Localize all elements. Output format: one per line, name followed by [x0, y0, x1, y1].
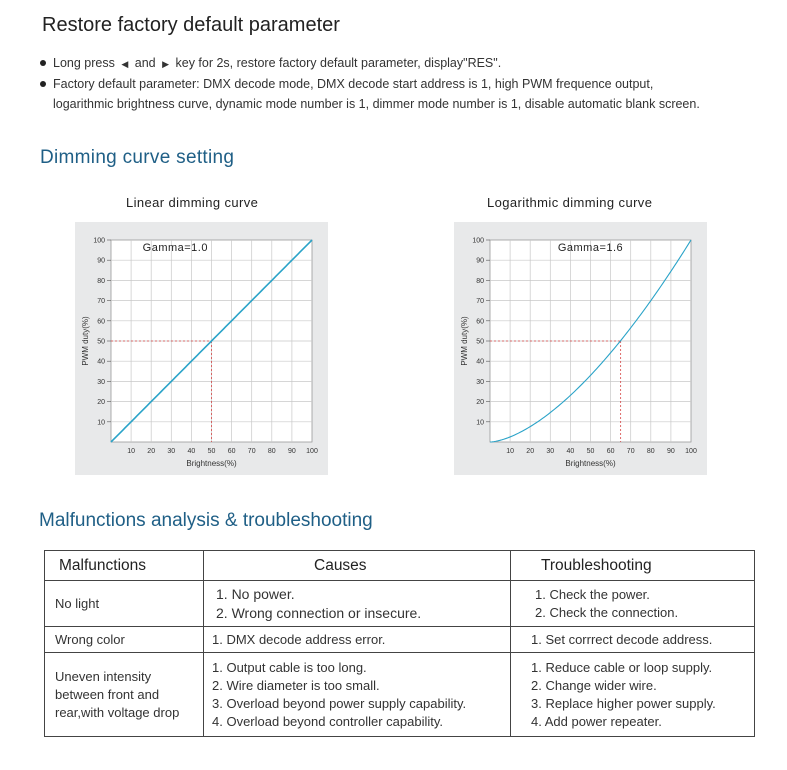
- cause-line: 2. Wrong connection or insecure.: [216, 604, 422, 621]
- x-tick-label: 60: [606, 448, 615, 455]
- log-chart-title: Logarithmic dimming curve: [487, 195, 653, 210]
- malfunction-line: Uneven intensity: [55, 668, 152, 684]
- malfunction-line: between front and: [55, 686, 160, 702]
- x-tick-label: 20: [526, 448, 535, 455]
- x-tick-label: 50: [586, 448, 595, 455]
- malfunction-line: rear,with voltage drop: [55, 704, 180, 720]
- table-row: [45, 627, 755, 653]
- linear-dimming-chart: [75, 222, 328, 475]
- header-causes: Causes: [204, 551, 511, 581]
- x-tick-label: 30: [167, 448, 176, 455]
- x-tick-label: 70: [247, 448, 256, 455]
- y-tick-label: 20: [476, 399, 484, 407]
- table-row: [45, 581, 755, 627]
- fix-line: 2. Change wider wire.: [531, 677, 657, 693]
- x-tick-label: 50: [207, 448, 216, 455]
- cause-line: 2. Wire diameter is too small.: [212, 677, 380, 693]
- x-tick-label: 90: [667, 448, 675, 455]
- bullet2-line1: Factory default parameter: DMX decode mode, DMX decode start address is 1, high PWM frequence output,: [53, 77, 654, 91]
- fix-line: 1. Reduce cable or loop supply.: [531, 659, 713, 675]
- x-tick-label: 10: [506, 448, 514, 455]
- cell-malfunction: [45, 653, 204, 737]
- x-tick-label: 80: [646, 448, 655, 455]
- y-tick-label: 90: [476, 257, 484, 265]
- x-tick-label: 10: [127, 448, 135, 455]
- bullet1-text-pre: Long press: [53, 56, 115, 70]
- fix-line: 3. Replace higher power supply.: [531, 695, 716, 711]
- x-tick-label: 90: [288, 448, 296, 455]
- y-tick-label: 100: [93, 237, 105, 245]
- bullet1-text-mid: and: [134, 56, 156, 70]
- x-tick-label: 80: [267, 448, 276, 455]
- fix-line: 4. Add power repeater.: [531, 713, 662, 729]
- y-tick-label: 30: [97, 378, 105, 386]
- cell-causes: [204, 627, 511, 653]
- section-dimming-title: Dimming curve setting: [40, 147, 235, 168]
- y-tick-label: 70: [476, 298, 484, 306]
- header-malfunctions: Malfunctions: [45, 551, 204, 581]
- x-tick-label: 20: [147, 448, 156, 455]
- x-axis-label: Brightness(%): [186, 459, 237, 468]
- y-tick-label: 30: [476, 378, 484, 386]
- x-tick-label: 100: [306, 448, 318, 455]
- cause-line: 1. DMX decode address error.: [212, 631, 386, 647]
- bullet1-text-post: key for 2s, restore factory default parameter, display"RES".: [175, 56, 502, 70]
- gamma-annotation: Gamma=1.0: [142, 242, 208, 255]
- y-tick-label: 10: [97, 419, 105, 427]
- x-tick-label: 70: [626, 448, 635, 455]
- y-tick-label: 60: [97, 318, 105, 326]
- gamma-annotation: Gamma=1.6: [557, 242, 624, 255]
- fix-line: 1. Set corrrect decode address.: [531, 631, 713, 647]
- cause-line: 4. Overload beyond controller capability.: [212, 713, 443, 729]
- header-troubleshooting: Troubleshooting: [511, 551, 755, 581]
- y-axis-label: PWM duty(%): [81, 316, 90, 366]
- x-axis-label: Brightness(%): [565, 459, 616, 468]
- y-tick-label: 80: [476, 277, 484, 285]
- y-tick-label: 10: [476, 419, 484, 427]
- y-tick-label: 50: [97, 338, 105, 346]
- fix-line: 2. Check the connection.: [535, 604, 679, 620]
- right-arrow-key-icon: ▶: [162, 59, 170, 69]
- y-tick-label: 40: [97, 358, 105, 366]
- table-header-row: [45, 551, 755, 581]
- cell-fixes: [511, 653, 755, 737]
- left-arrow-key-icon: ◀: [121, 59, 129, 69]
- x-tick-label: 60: [227, 448, 236, 455]
- y-tick-label: 90: [97, 257, 105, 265]
- y-tick-label: 60: [476, 318, 484, 326]
- cell-causes: [204, 653, 511, 737]
- bullet-factory-default: [38, 74, 778, 114]
- x-tick-label: 30: [546, 448, 555, 455]
- x-tick-label: 40: [566, 448, 575, 455]
- restore-bullets: [38, 53, 778, 114]
- x-tick-label: 100: [685, 448, 697, 455]
- log-dimming-chart: [454, 222, 707, 475]
- bullet-long-press: [38, 53, 778, 74]
- y-tick-label: 40: [476, 358, 484, 366]
- y-tick-label: 70: [97, 298, 105, 306]
- linear-chart-title: Linear dimming curve: [126, 195, 259, 210]
- cell-fixes: [511, 627, 755, 653]
- bullet-dot-icon: [40, 60, 46, 66]
- y-tick-label: 80: [97, 277, 105, 285]
- bullet2-line2: logarithmic brightness curve, dynamic mode number is 1, dimmer mode number is 1, disable automatic blank screen.: [53, 97, 700, 111]
- cause-line: 3. Overload beyond power supply capability.: [212, 695, 467, 711]
- section-restore-title: Restore factory default parameter: [42, 14, 340, 36]
- y-tick-label: 20: [97, 399, 105, 407]
- cell-fixes: [511, 581, 755, 627]
- bullet-dot-icon: [40, 81, 46, 87]
- y-tick-label: 100: [472, 237, 484, 245]
- cell-malfunction: No light: [45, 581, 204, 627]
- cell-causes: [204, 581, 511, 627]
- x-tick-label: 40: [187, 448, 196, 455]
- cell-malfunction: Wrong color: [45, 627, 204, 653]
- cause-line: 1. No power.: [216, 585, 295, 602]
- fix-line: 1. Check the power.: [535, 586, 650, 602]
- section-malfunctions-title: Malfunctions analysis & troubleshooting: [39, 510, 373, 531]
- table-row: [45, 653, 755, 737]
- y-axis-label: PWM duty(%): [460, 316, 469, 366]
- cause-line: 1. Output cable is too long.: [212, 659, 367, 675]
- malfunctions-table: [44, 550, 755, 737]
- y-tick-label: 50: [476, 338, 484, 346]
